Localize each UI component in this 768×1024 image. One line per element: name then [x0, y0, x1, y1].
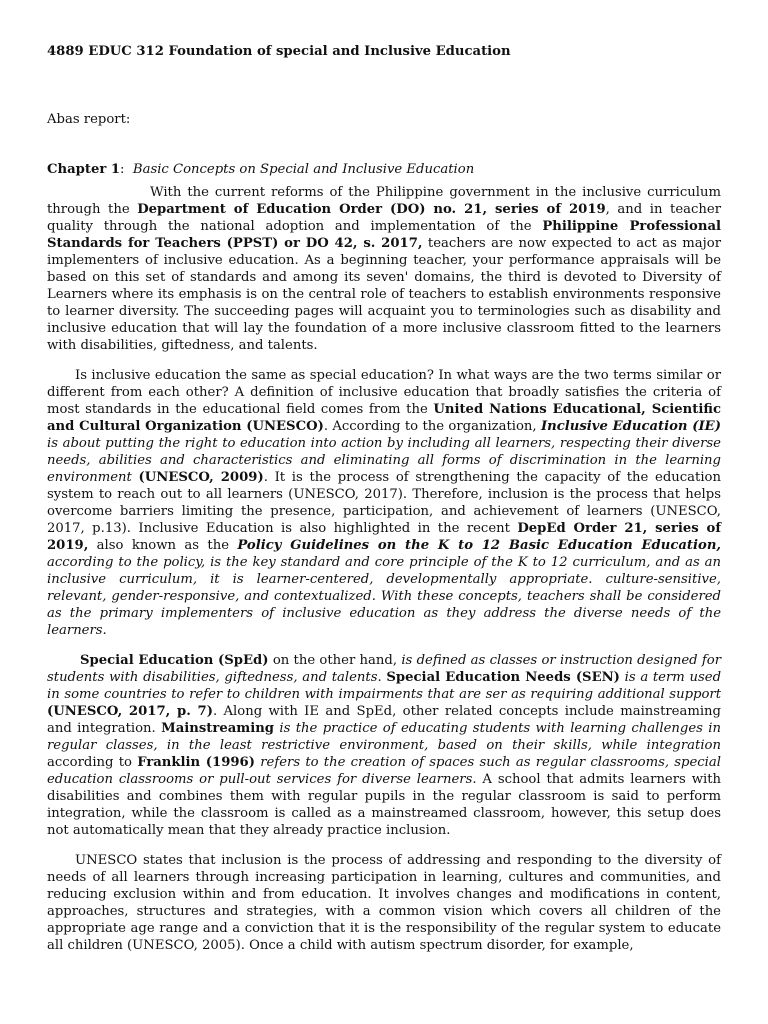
text-run: Is inclusive education the same as special education? In what ways are the two terms similar or different from each other? A definition of inclusive education that broadly satisfies the criteria of most standards in the educational field comes from the — [47, 368, 721, 417]
bold-run: Philippine Professional Standards for Teachers (PPST) or DO 42, s. 2017, — [47, 219, 722, 251]
text-run: . According to the organization, — [323, 419, 541, 434]
text-run: . — [377, 670, 387, 685]
bold-italic-run: Policy Guidelines on the K to 12 Basic Education Education, — [237, 538, 721, 553]
text-run: , and in teacher quality through the national adoption and implementation of the — [47, 202, 721, 234]
bold-run: Special Education (SpEd) — [80, 653, 269, 668]
text-run: . Along with IE and SpEd, other related concepts include mainstreaming and integration. — [47, 704, 721, 736]
bold-italic-run: Inclusive Education (IE) — [540, 419, 721, 434]
report-label: Abas report: — [47, 112, 131, 127]
document-title: 4889 EDUC 312 Foundation of special and Inclusive Education — [47, 44, 511, 59]
text-run: UNESCO states that inclusion is the process of addressing and responding to the diversity of needs of all learners through increasing participation in learning, cultures and communities, and reducing exclusion within and from education. It involves changes and modifications in content, approaches, structures and strategies, with a common vision which covers all children of the appropriate age range and a conviction that it is the responsibility of the regular system to educate all children (UNESCO, 2005). Once a child with autism spectrum disorder, for example, — [47, 853, 721, 953]
bold-run: United Nations Educational, Scientific and Cultural Organization (UNESCO) — [47, 402, 721, 434]
text-run — [132, 470, 139, 485]
paragraph-1 — [47, 184, 721, 354]
text-run: also known as the — [88, 538, 238, 553]
paragraph-2 — [47, 367, 721, 639]
bold-run: Franklin (1996) — [137, 755, 255, 770]
paragraph-3 — [47, 652, 721, 839]
text-run: A school that admits learners with disabilities and combines them with regular pupils in the regular classroom is said to perform integration, while the classroom is called as a mainstreamed classroom, however, this setup does not automatically mean that they already practice inclusion. — [47, 772, 721, 838]
chapter-separator: : — [120, 162, 125, 177]
chapter-label: Chapter 1 — [47, 162, 121, 177]
text-run: With the current reforms of the Philippine government in the inclusive curriculum through the — [47, 185, 721, 217]
italic-run: is defined as classes or instruction designed for students with disabilities, giftedness, and talents — [47, 653, 721, 685]
chapter-title: Basic Concepts on Special and Inclusive Education — [132, 162, 475, 177]
italic-run: refers to the creation of spaces such as regular classrooms, special education classrooms or pull-out services for diverse learners. — [47, 755, 721, 787]
bold-run: (UNESCO, 2017, p. 7) — [47, 704, 213, 719]
bold-run: Special Education Needs (SEN) — [386, 670, 620, 685]
chapter-heading — [47, 161, 721, 178]
bold-run: DepEd Order 21, series of 2019, — [47, 521, 721, 553]
bold-run: (UNESCO, 2009) — [138, 470, 264, 485]
italic-run: is the practice of educating students with learning challenges in regular classes, in the least restrictive environment, based on their skills, while integration — [47, 721, 721, 753]
bold-run: Department of Education Order (DO) no. 21, series of 2019 — [137, 202, 606, 217]
paragraph-4 — [47, 852, 721, 954]
text-run: . It is the process of strengthening the capacity of the education system to reach out to all learners (UNESCO, 2017). Therefore, inclusion is the process that helps overcome barriers limiting the presence, participation, and achievement of learners (UNESCO, 2017, p.13). Inclusive Education is also highlighted in the recent — [47, 470, 721, 536]
text-run: teachers are now expected to act as major implementers of inclusive education. As a beginning teacher, your performance appraisals will be based on this set of standards and among its seven' domains, the third is devoted to Diversity of Learners where its emphasis is on the central role of teachers to establish environments responsive to learner diversity. The succeeding pages will acquaint you to terminologies such as disability and inclusive education that will lay the foundation of a more inclusive classroom fitted to the learners with disabilities, giftedness, and talents. — [47, 236, 722, 353]
bold-run: Mainstreaming — [161, 721, 275, 736]
italic-run: is a term used in some countries to refer to children with impairments that are ser as requiring additional support — [47, 670, 722, 702]
italic-run: according to the policy, is the key standard and core principle of the K to 12 curriculum, and as an inclusive curriculum, it is learner-centered, developmentally appropriate. culture-sensitive, relevant, gender-responsive, and contextualized. With these concepts, teachers shall be considered as the primary implementers of inclusive education as they address the diverse needs of the learners. — [47, 555, 721, 638]
text-run: according to — [47, 755, 138, 770]
italic-run: is about putting the right to education into action by including all learners, respecting their diverse needs, abilities and characteristics and eliminating all forms of discrimination in the learning environment — [47, 436, 721, 485]
text-run: on the other hand, — [268, 653, 402, 668]
